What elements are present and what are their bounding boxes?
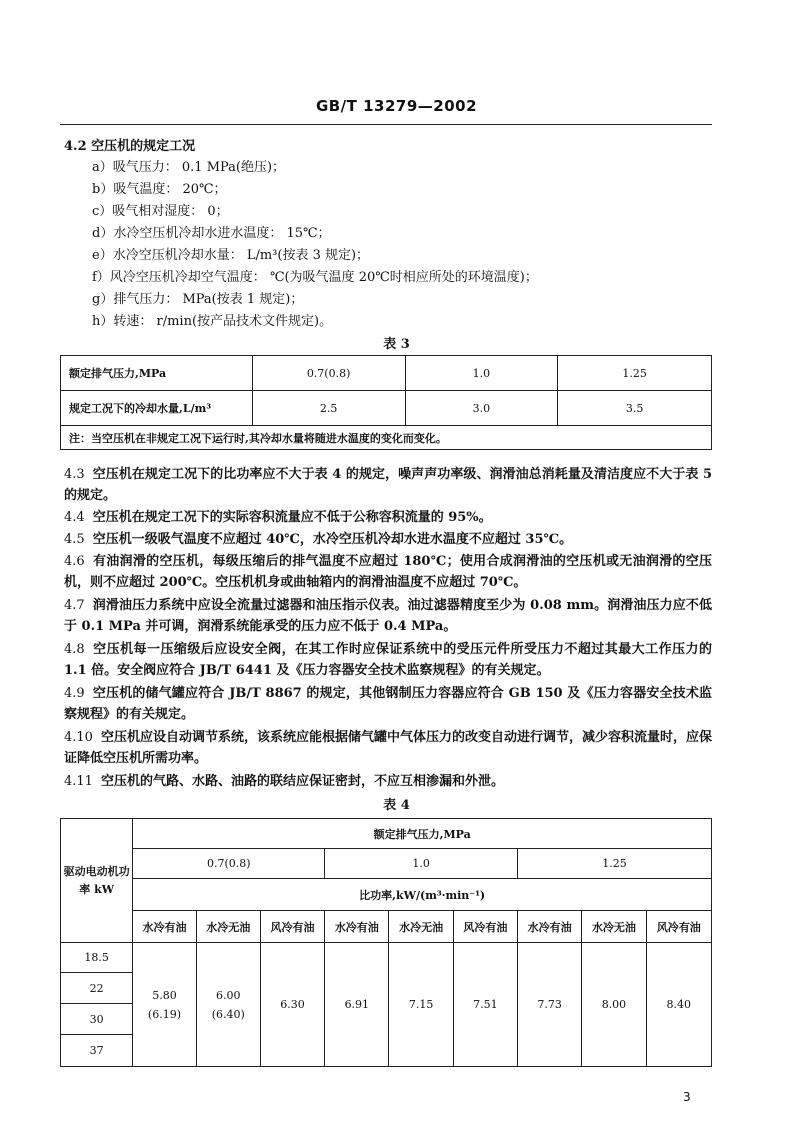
cooling-type: 水冷有油 [325,911,389,943]
standard-code-header: GB/T 13279—2002 [315,97,478,115]
condition-item: d）水冷空压机冷却水进水温度： 15℃； [92,226,331,241]
clause-text: 空压机每一压缩级后应设安全阀，在其工作时应保证系统中的受压元件所受压力不超过其最大工作压力的 1.1 倍。安全阀应符合 JB/T 6441 及《压力容器安全技术监察规程》的有关规定。 [64,642,712,678]
table-cell: 7.73 [518,943,582,1067]
condition-item: h）转速： r/min(按产品技术文件规定)。 [92,314,333,329]
paragraph-4-3 [64,464,712,506]
table-cell [133,943,196,1067]
motor-power: 18.5 [61,943,133,973]
clause-number: 4.6 [64,554,85,569]
cooling-type: 风冷有油 [453,911,517,943]
clause-number: 4.4 [64,510,85,525]
cell-value-alt: (6.19) [147,1007,181,1021]
table-cell: 8.00 [582,943,646,1067]
clause-text: 空压机一级吸气温度不应超过 40℃，水冷空压机冷却水进水温度不应超过 35℃。 [92,532,573,547]
clause-text: 空压机在规定工况下的实际容积流量应不低于公称容积流量的 95%。 [92,510,492,525]
cell-value-alt: (6.40) [211,1007,245,1021]
row-label: 额定排气压力,MPa [61,356,253,391]
clause-text: 有油润滑的空压机，每级压缩后的排气温度不应超过 180℃；使用合成润滑油的空压机或无油润滑的空压机，则不应超过 200℃。空压机机身或曲轴箱内的润滑油温度不应超过 70℃。 [64,554,712,590]
condition-item: g）排气压力： MPa(按表 1 规定)； [92,292,304,307]
clause-number: 4.9 [64,686,85,701]
table-cell: 6.30 [260,943,324,1067]
header-divider [60,124,712,125]
cooling-type: 风冷有油 [260,911,324,943]
paragraph-4-4 [64,507,712,528]
pressure-value: 0.7(0.8) [133,849,325,879]
condition-item: b）吸气温度： 20℃； [92,182,227,197]
section-4-2-title: 4.2 空压机的规定工况 [64,139,196,154]
table-note-row [61,426,712,450]
cooling-type: 水冷无油 [196,911,260,943]
motor-power-header: 驱动电动机功率 kW [61,819,133,943]
pressure-value: 1.0 [325,849,518,879]
cooling-water-table [60,355,712,450]
paragraph-4-10 [64,727,712,769]
clause-number: 4.7 [64,598,85,613]
pressure-header: 额定排气压力,MPa [133,819,712,849]
paragraph-4-6 [64,551,712,593]
table-cell: 2.5 [252,391,405,426]
table-cell: 7.51 [453,943,517,1067]
table-4-caption: 表 4 [383,798,410,813]
clause-number: 4.3 [64,467,85,482]
paragraph-4-7 [64,595,712,637]
clause-number: 4.8 [64,642,85,657]
table-row [61,356,712,391]
table-cell: 3.0 [405,391,558,426]
cooling-type: 水冷有油 [518,911,582,943]
table-header-row [61,911,712,943]
paragraph-4-11 [64,771,712,792]
condition-item: c）吸气相对湿度： 0； [92,204,229,219]
motor-power: 37 [61,1035,133,1067]
motor-power: 22 [61,973,133,1004]
table-cell: 7.15 [389,943,453,1067]
table-header-row [61,819,712,849]
clause-text: 空压机应设自动调节系统，该系统应能根据储气罐中气体压力的改变自动进行调节，减少容积流量时，应保证降低空压机所需功率。 [64,730,712,766]
clause-text: 空压机的储气罐应符合 JB/T 8867 的规定，其他钢制压力容器应符合 GB 150 及《压力容器安全技术监察规程》的有关规定。 [64,686,712,722]
motor-power: 30 [61,1004,133,1035]
condition-item: a）吸气压力： 0.1 MPa(绝压)； [92,160,286,175]
clause-number: 4.5 [64,532,85,547]
table-cell: 1.25 [558,356,712,391]
cooling-type: 水冷有油 [133,911,196,943]
cooling-type: 风冷有油 [646,911,711,943]
cell-value: 6.00 [216,988,241,1002]
condition-item: e）水冷空压机冷却水量： L/m³(按表 3 规定)； [92,248,370,263]
paragraph-4-9 [64,683,712,725]
specific-power-table [60,818,712,1067]
table-cell: 8.40 [646,943,711,1067]
table-cell: 1.0 [405,356,558,391]
table-cell: 6.91 [325,943,389,1067]
specific-power-header: 比功率,kW/(m³·min⁻¹) [133,879,712,911]
table-header-row [61,879,712,911]
clause-text: 空压机的气路、水路、油路的联结应保证密封，不应互相渗漏和外泄。 [100,774,504,789]
clause-text: 润滑油压力系统中应设全流量过滤器和油压指示仪表。油过滤器精度至少为 0.08 mm。润滑油压力应不低于 0.1 MPa 并可调，润滑系统能承受的压力应不低于 0.4 MPa。 [64,598,712,634]
page-number: 3 [683,1090,691,1104]
table-cell: 0.7(0.8) [252,356,405,391]
cooling-type: 水冷无油 [582,911,646,943]
table-row [61,391,712,426]
table-note: 注：当空压机在非规定工况下运行时,其冷却水量将随进水温度的变化而变化。 [61,426,712,450]
table-row [61,943,712,973]
table-cell [196,943,260,1067]
condition-item: f）风冷空压机冷却空气温度： ℃(为吸气温度 20℃时相应所处的环境温度)； [92,270,538,285]
clause-text: 空压机在规定工况下的比功率应不大于表 4 的规定，噪声声功率级、润滑油总消耗量及清洁度应不大于表 5 的规定。 [64,467,712,503]
row-label: 规定工况下的冷却水量,L/m³ [61,391,253,426]
clause-number: 4.11 [64,774,93,789]
paragraph-4-8 [64,639,712,681]
table-cell: 3.5 [558,391,712,426]
table-header-row [61,849,712,879]
table-3-caption: 表 3 [383,337,410,352]
clause-number: 4.10 [64,730,93,745]
pressure-value: 1.25 [518,849,712,879]
cell-value: 5.80 [152,988,177,1002]
cooling-type: 水冷无油 [389,911,453,943]
paragraph-4-5 [64,529,712,550]
